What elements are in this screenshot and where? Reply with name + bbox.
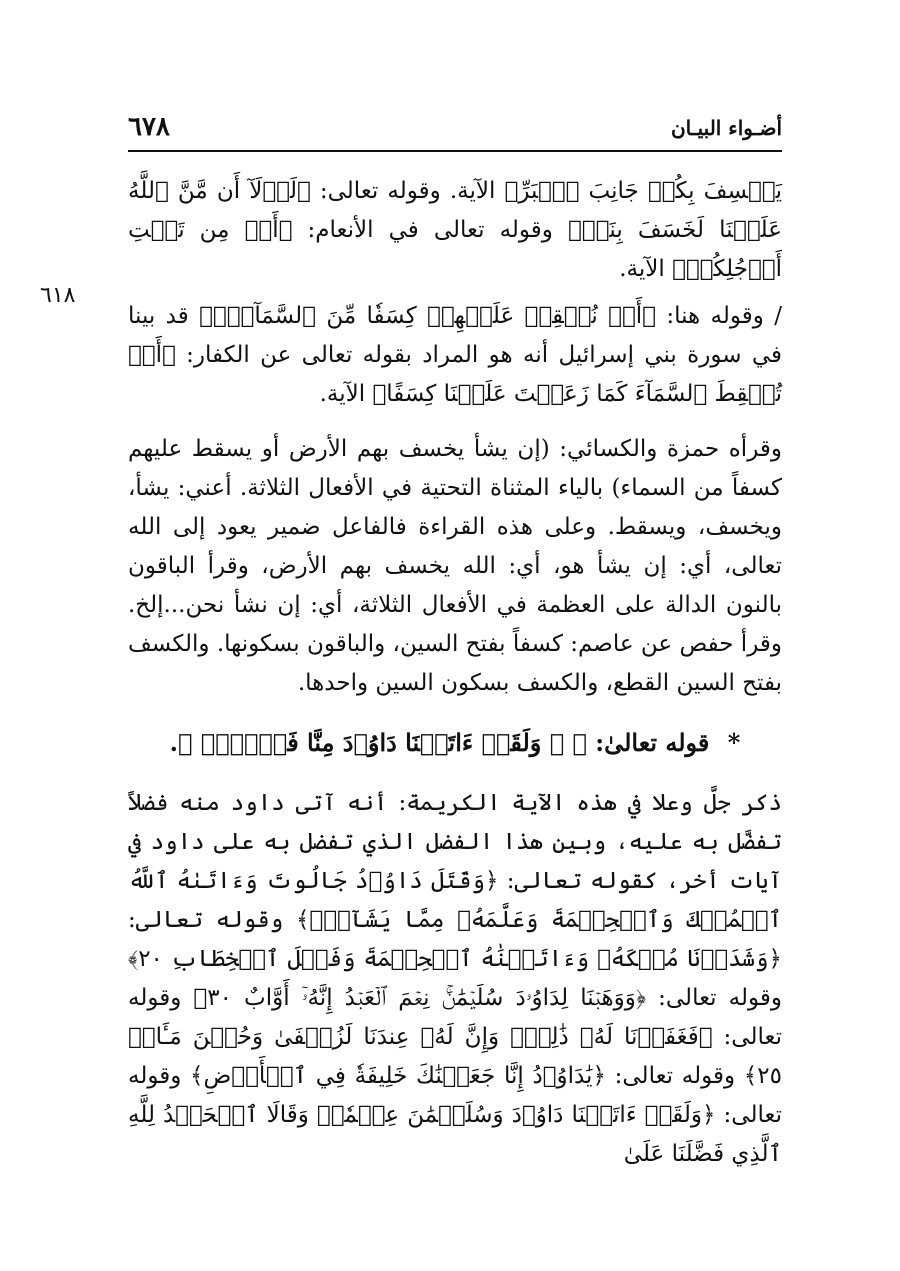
page-number: ٦٧٨	[128, 112, 170, 142]
book-title: أضـواء البيـان	[670, 116, 782, 140]
page-header	[128, 112, 782, 152]
heading-text: قوله تعالىٰ: ﴿ ۞ وَلَقَدۡ ءَاتَيۡنَا دَاوُۥدَ مِنَّا فَضۡلٗاۖ ﴾.	[169, 728, 710, 757]
section-heading	[128, 723, 782, 762]
heading-star: *	[727, 728, 741, 757]
paragraph-3: وقرأه حمزة والكسائي: (إن يشأ يخسف بهم الأرض أو يسقط عليهم كسفاً من السماء) بالياء المثناة التحتية في الأفعال الثلاثة. أعني: يشأ، ويخسف، ويسقط. وعلى هذه القراءة فالفاعل ضمير يعود إلى الله تعالى، أي: إن يشأ هو، أي: الله يخسف بهم الأرض، وقرأ الباقون بالنون الدالة على العظمة في الأفعال الثلاثة، أي: إن نشأ نحن...إلخ. وقرأ حفص عن عاصم: كسفاً بفتح السين، والباقون بسكونها. والكسف بفتح السين القطع، والكسف بسكون السين واحدها.	[128, 436, 782, 696]
paragraph-1: يَخۡسِفَ بِكُمۡ جَانِبَ ٱلۡبَرِّ﴾ الآية. وقوله تعالى: ﴿لَوۡلَآ أَن مَّنَّ ٱللَّهُ عَلَيۡنَا لَخَسَفَ بِنَاۖ﴾ وقوله تعالى في الأنعام: ﴿أَوۡ مِن تَحۡتِ أَرۡجُلِكُمۡ﴾ الآية.	[128, 178, 782, 282]
paragraph-4: ذكر جلَّ وعلا في هذه الآية الكريمة: أنه آتى داود منه فضلاً تفضَّل به عليه، وبين هذا الفضل الذي تفضل به على داود في آيات أخر، كقوله تعالى: ﴿وَقَتَلَ دَاوُۥدُ جَالُوتَ وَءَاتَىٰهُ ٱللَّهُ ٱلۡمُلۡكَ وَٱلۡحِكۡمَةَ وَعَلَّمَهُۥ مِمَّا يَشَآءُۗ﴾ وقوله تعالى: ﴿وَشَدَدۡنَا مُلۡكَهُۥ وَءَاتَيۡنَٰهُ ٱلۡحِكۡمَةَ وَفَصۡلَ ٱلۡخِطَابِ ٢٠﴾ وقوله تعالى: ﴿وَوَهَبۡنَا لِدَاوُۥدَ سُلَيۡمَٰنَۚ نِعۡمَ ٱلۡعَبۡدُ إِنَّهُۥٓ أَوَّابٌ ٣٠﴾ وقوله تعالى: ﴿فَغَفَرۡنَا لَهُۥ ذَٰلِكَۖ وَإِنَّ لَهُۥ عِندَنَا لَزُلۡفَىٰ وَحُسۡنَ مَـَٔابٖ ٢٥﴾ وقوله تعالى: ﴿يَٰدَاوُۥدُ إِنَّا جَعَلۡنَٰكَ خَلِيفَةٗ فِي ٱلۡأَرۡضِ﴾ وقوله تعالى: ﴿وَلَقَدۡ ءَاتَيۡنَا دَاوُۥدَ وَسُلَيۡمَٰنَ عِلۡمٗاۖ وَقَالَا ٱلۡحَمۡدُ لِلَّهِ ٱلَّذِي فَضَّلَنَا عَلَىٰ	[128, 790, 782, 1167]
page-body	[128, 172, 782, 1174]
margin-page-reference: ٦١٨	[40, 283, 76, 308]
paragraph-2: / وقوله هنا: ﴿أَوۡ نُسۡقِطۡ عَلَيۡهِمۡ كِسَفٗا مِّنَ ٱلسَّمَآءِۚ﴾ قد بينا في سورة بني إسرائيل أنه هو المراد بقوله تعالى عن الكفار: ﴿أَوۡ تُسۡقِطَ ٱلسَّمَآءَ كَمَا زَعَمۡتَ عَلَيۡنَا كِسَفًا﴾ الآية.	[128, 303, 782, 407]
